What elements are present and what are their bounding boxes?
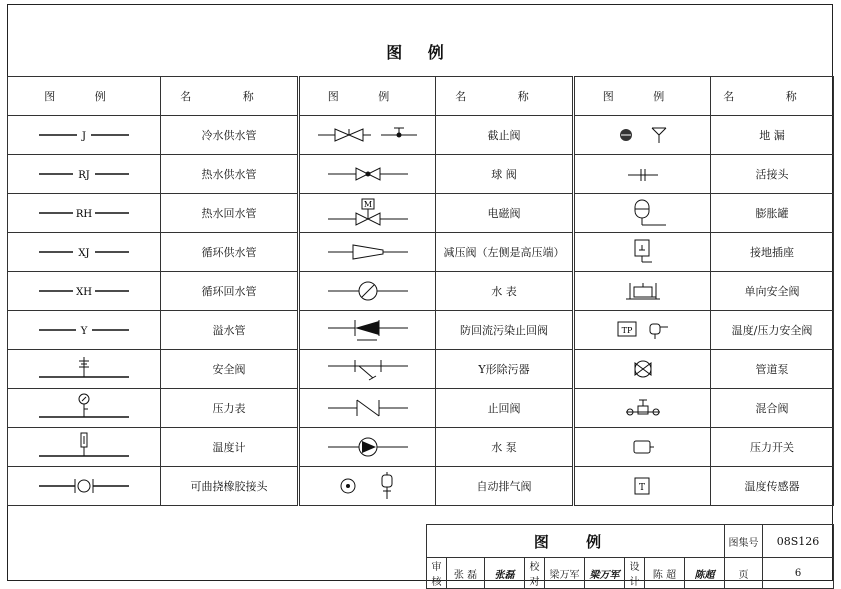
thermometer-symbol [8, 428, 161, 467]
overflow-pipe-symbol [8, 311, 161, 350]
y-strainer-symbol [299, 350, 436, 389]
col1-name: 安全阀 [161, 350, 299, 389]
reviewer-name: 张 磊 [447, 558, 485, 589]
flexible-rubber-joint-symbol [8, 467, 161, 506]
tp-label: TP [621, 326, 632, 335]
pipe-code: XJ [78, 248, 90, 259]
ball-valve-symbol [299, 155, 436, 194]
page-number: 6 [763, 558, 834, 589]
col2-name: Y形除污器 [436, 350, 574, 389]
col2-name: 截止阀 [436, 116, 574, 155]
col1-name: 循环回水管 [161, 272, 299, 311]
designer-name: 陈 超 [645, 558, 685, 589]
check-valve-symbol [299, 389, 436, 428]
circulating-return-pipe-symbol [8, 272, 161, 311]
pipe-code: J [81, 131, 87, 142]
titleblock-title: 图 例 [427, 525, 725, 558]
water-pump-symbol [299, 428, 436, 467]
pipe-code: Y [80, 326, 88, 337]
hot-water-return-pipe-symbol [8, 194, 161, 233]
header-name: 名 称 [436, 77, 574, 116]
pipe-code: XH [76, 287, 92, 298]
pipeline-pump-symbol [574, 350, 711, 389]
table-row [8, 389, 834, 428]
col1-name: 冷水供水管 [161, 116, 299, 155]
col3-name: 管道泵 [711, 350, 834, 389]
col2-name: 球 阀 [436, 155, 574, 194]
col3-name: 温度/压力安全阀 [711, 311, 834, 350]
col2-name: 防回流污染止回阀 [436, 311, 574, 350]
checker-name: 梁万军 [545, 558, 585, 589]
one-way-safety-valve-symbol [574, 272, 711, 311]
col2-name: 止回阀 [436, 389, 574, 428]
m-label: M [363, 200, 372, 209]
col3-name: 活接头 [711, 155, 834, 194]
circulating-supply-pipe-symbol [8, 233, 161, 272]
col3-name: 温度传感器 [711, 467, 834, 506]
page-title: 图 例 [386, 43, 454, 62]
water-meter-symbol [299, 272, 436, 311]
header-symbol: 图 例 [574, 77, 711, 116]
designer-signature: 陈超 [685, 558, 725, 589]
table-row [8, 428, 834, 467]
col2-name: 水 表 [436, 272, 574, 311]
t-label: T [638, 483, 645, 493]
checker-signature: 梁万军 [585, 558, 625, 589]
pipe-code: RH [75, 209, 93, 220]
hot-water-supply-pipe-symbol [8, 155, 161, 194]
legend-table [7, 76, 834, 506]
col1-name: 可曲挠橡胶接头 [161, 467, 299, 506]
col1-name: 压力表 [161, 389, 299, 428]
solenoid-valve-symbol [299, 194, 436, 233]
table-row [8, 233, 834, 272]
col3-name: 混合阀 [711, 389, 834, 428]
col1-name: 热水回水管 [161, 194, 299, 233]
col1-name: 溢水管 [161, 311, 299, 350]
atlas-number-label: 图集号 [725, 525, 763, 558]
pressure-switch-symbol [574, 428, 711, 467]
col3-name: 压力开关 [711, 428, 834, 467]
page-label: 页 [725, 558, 763, 589]
col1-name: 热水供水管 [161, 155, 299, 194]
col3-name: 膨胀罐 [711, 194, 834, 233]
table-row [8, 350, 834, 389]
header-name: 名 称 [161, 77, 299, 116]
temperature-sensor-symbol [574, 467, 711, 506]
expansion-tank-symbol [574, 194, 711, 233]
globe-valve-symbol [299, 116, 436, 155]
col3-name: 接地插座 [711, 233, 834, 272]
table-row [8, 116, 834, 155]
table-row [8, 194, 834, 233]
tp-safety-valve-symbol [574, 311, 711, 350]
union-symbol [574, 155, 711, 194]
mixing-valve-symbol [574, 389, 711, 428]
pipe-code: RJ [78, 170, 90, 181]
col2-name: 水 泵 [436, 428, 574, 467]
table-row [8, 467, 834, 506]
table-row [8, 155, 834, 194]
floor-drain-symbol [574, 116, 711, 155]
col2-name: 减压阀（左侧是高压端） [436, 233, 574, 272]
col3-name: 地 漏 [711, 116, 834, 155]
title-block [426, 524, 834, 589]
atlas-number: 08S126 [763, 525, 834, 558]
header-row [8, 77, 834, 116]
col3-name: 单向安全阀 [711, 272, 834, 311]
pressure-gauge-symbol [8, 389, 161, 428]
check-label: 校对 [525, 558, 545, 589]
header-symbol: 图 例 [8, 77, 161, 116]
col1-name: 温度计 [161, 428, 299, 467]
cold-water-supply-pipe-symbol [8, 116, 161, 155]
auto-air-vent-symbol [299, 467, 436, 506]
reviewer-signature: 张磊 [485, 558, 525, 589]
safety-valve-symbol [8, 350, 161, 389]
review-label: 审核 [427, 558, 447, 589]
header-name: 名 称 [711, 77, 834, 116]
col2-name: 电磁阀 [436, 194, 574, 233]
pressure-reducing-valve-symbol [299, 233, 436, 272]
col1-name: 循环供水管 [161, 233, 299, 272]
backflow-preventer-symbol [299, 311, 436, 350]
header-symbol: 图 例 [299, 77, 436, 116]
design-label: 设计 [625, 558, 645, 589]
ground-socket-symbol [574, 233, 711, 272]
table-row [8, 311, 834, 350]
table-row [8, 272, 834, 311]
col2-name: 自动排气阀 [436, 467, 574, 506]
